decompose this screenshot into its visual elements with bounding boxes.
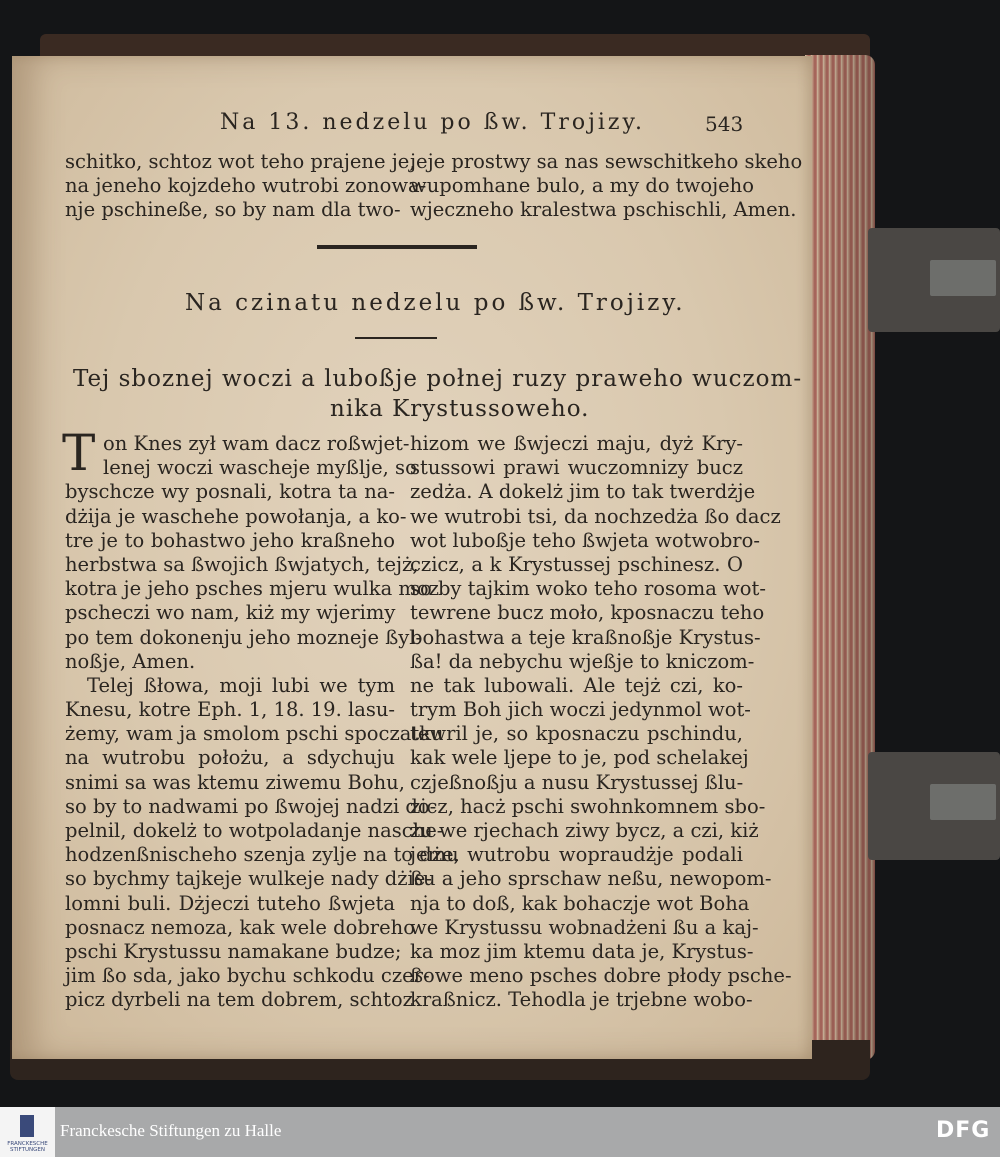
text-line: lomni buli. Dżjeczi tuteho ßwjeta <box>65 891 395 915</box>
text-line: na jeneho kojzdeho wutrobi zonowa- <box>65 174 427 198</box>
section-divider <box>317 245 477 249</box>
text-line: snimi sa was ktemu ziwemu Bohu, <box>65 770 405 794</box>
text-line: nje pschineße, so by nam dla two- <box>65 198 401 222</box>
text-line: we Krystussu wobnadżeni ßu a kaj- <box>410 915 759 939</box>
text-line: so by to nadwami po ßwojej nadzi do- <box>65 794 437 818</box>
text-line: Knesu, kotre Eph. 1, 18. 19. lasu- <box>65 698 395 722</box>
text-line: ka moz jim ktemu data je, Krystus- <box>410 939 754 963</box>
sermon-title-line1: Tej sboznej woczi a luboßje połnej ruzy praweho wuczom- <box>73 366 803 392</box>
text-line: po tem dokonenju jeho mozneje ßyl- <box>65 625 423 649</box>
text-line: posnacz nemoza, kak wele dobreho <box>65 915 415 939</box>
text-line: żemy, wam ja smolom pschi spoczatku <box>65 722 444 746</box>
text-line: so bychmy tajkeje wulkeje nady dżie- <box>65 867 432 891</box>
text-line: tre je to bohastwo jeho kraßneho <box>65 528 395 552</box>
text-line: pscheczi wo nam, kiż my wjerimy <box>65 601 396 625</box>
page-number: 543 <box>705 112 744 136</box>
text-line: wot luboßje teho ßwjeta wotwobro- <box>410 528 760 552</box>
institution-name: Franckesche Stiftungen zu Halle <box>60 1121 282 1140</box>
text-line: dżija je waschehe powołanja, a ko- <box>65 504 407 528</box>
text-line: picz dyrbeli na tem dobrem, schtoz <box>65 988 413 1012</box>
text-line: herbstwa sa ßwojich ßwjatych, tejż, <box>65 552 419 576</box>
text-line: zicz, hacż pschi swohnkomnem sbo- <box>410 794 766 818</box>
body-column-left <box>65 432 460 1013</box>
text-line: lenej woczi wascheje myßlje, so <box>103 456 417 480</box>
text-line: pschi Krystussu namakane budze; <box>65 939 402 963</box>
text-line: ne tak lubowali. Ale tejż czi, ko- <box>410 673 743 697</box>
text-line: jeje prostwy sa nas sewschitkeho skeho <box>410 150 803 173</box>
text-line: zedża. A dokelż jim to tak twerdżje <box>410 480 756 504</box>
foundation-logo <box>0 1107 55 1157</box>
logo-caption: FRANCKESCHE STIFTUNGEN <box>7 1141 48 1153</box>
text-line: so by tajkim woko teho rosoma wot- <box>410 577 766 601</box>
dfg-logo: DFG <box>936 1118 991 1143</box>
text-line: czjeßnoßju a nusu Krystussej ßlu- <box>410 770 744 794</box>
section-heading: Na czinatu nedzelu po ßw. Trojizy. <box>185 290 686 316</box>
drop-cap: T <box>62 424 96 482</box>
heading-rule <box>355 337 437 339</box>
text-line: ßa! da nebychu wjeßje to kniczom- <box>410 649 755 673</box>
sermon-title-line2: nika Krystussoweho. <box>330 396 590 422</box>
text-line: nja to doß, kak bohaczje wot Boha <box>410 891 750 915</box>
text-line: stussowi prawi wuczomnizy bucz <box>410 456 743 480</box>
clasp-lower <box>868 752 1000 860</box>
tower-icon <box>20 1115 34 1137</box>
text-line: Telej ßłowa, moji lubi we tym <box>87 673 395 697</box>
footer-bar <box>0 1107 1000 1157</box>
text-line: bohastwa a teje kraßnoßje Krystus- <box>410 625 761 649</box>
text-line: na wutrobu położu, a sdychuju <box>65 746 395 770</box>
text-line: ßu a jeho sprschaw neßu, newopom- <box>410 867 772 891</box>
text-line: byschcze wy posnali, kotra ta na- <box>65 480 395 504</box>
text-line: noßje, Amen. <box>65 649 196 673</box>
text-line: tewril je, so kposnaczu pschindu, <box>410 722 743 746</box>
continued-text-right <box>410 150 803 223</box>
text-line: hodzenßnischeho szenja zylje na to dże, <box>65 843 460 867</box>
body-column-right <box>410 432 792 1013</box>
text-line: kak wele ljepe to je, pod schelakej <box>410 746 749 770</box>
continued-text-left <box>65 150 427 223</box>
text-line: jemu wutrobu wopraudżje podali <box>410 843 743 867</box>
running-head: Na 13. nedzelu po ßw. Trojizy. <box>220 110 646 135</box>
text-line: żu we rjechach ziwy bycz, a czi, kiż <box>410 819 759 842</box>
text-line: jim ßo sda, jako bychu schkodu czer- <box>65 964 430 988</box>
text-line: schitko, schtoz wot teho prajene je, <box>65 150 416 173</box>
text-line: ßowe meno psches dobre płody psche- <box>410 964 792 988</box>
text-line: tewrene bucz moło, kposnaczu teho <box>410 601 765 625</box>
text-line: kotra je jeho psches mjeru wulka moz <box>65 577 439 601</box>
text-line: wjeczneho kralestwa pschischli, Amen. <box>410 198 797 222</box>
page-edges <box>805 55 875 1060</box>
text-line: czicz, a k Krystussej pschinesz. O <box>410 552 743 576</box>
clasp-upper <box>868 228 1000 332</box>
text-line: pelnil, dokelż to wotpoladanje nasche- <box>65 819 444 842</box>
text-line: wupomhane bulo, a my do twojeho <box>410 174 754 198</box>
text-line: hizom we ßwjeczi maju, dyż Kry- <box>410 432 743 455</box>
text-line: trym Boh jich woczi jedynmol wot- <box>410 698 751 722</box>
text-line: kraßnicz. Tehodla je trjebne wobo- <box>410 988 753 1012</box>
text-line: we wutrobi tsi, da nochzedża ßo dacz <box>410 504 781 528</box>
text-line: on Knes zył wam dacz roßwjet- <box>103 432 410 455</box>
